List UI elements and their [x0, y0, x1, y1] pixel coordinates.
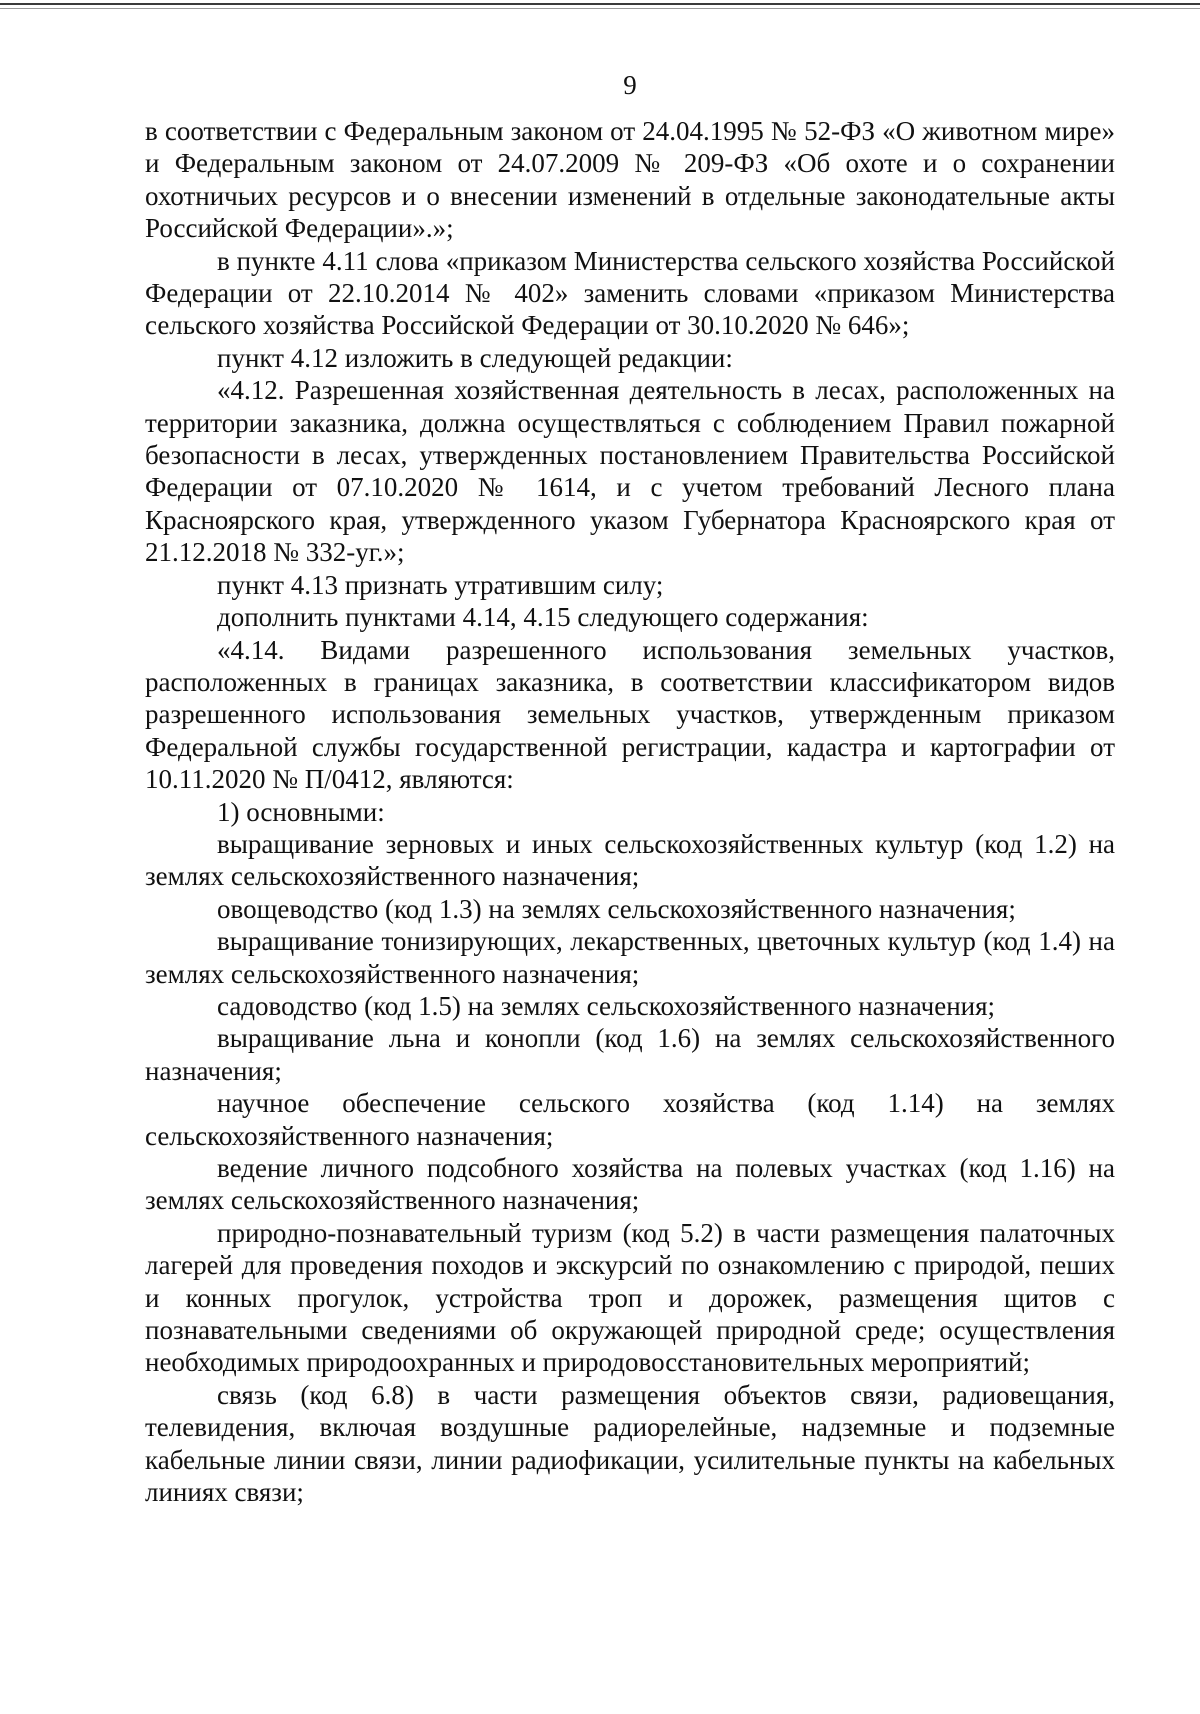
top-border-line [0, 3, 1200, 5]
list-item: овощеводство (код 1.3) на землях сельскохозяйственного назначения; [217, 893, 1016, 924]
paragraph-main-uses-heading: 1) основными: [217, 796, 385, 827]
paragraph-item-4-12-intro: пункт 4.12 изложить в следующей редакции: [217, 342, 733, 373]
list-item: выращивание зерновых и иных сельскохозяйственных культур (код 1.2) на землях сельскохозяйственного назначения; [145, 828, 1115, 892]
list-item: научное обеспечение сельского хозяйства (код 1.14) на землях сельскохозяйственного назначения; [145, 1088, 1115, 1151]
list-item: ведение личного подсобного хозяйства на полевых участках (код 1.16) на землях сельскохозяйственного назначения; [145, 1153, 1115, 1216]
list-item: выращивание льна и конопли (код 1.6) на землях сельскохозяйственного назначения; [145, 1023, 1115, 1086]
list-item: садоводство (код 1.5) на землях сельскохозяйственного назначения; [217, 990, 996, 1021]
list-item: связь (код 6.8) в части размещения объектов связи, радиовещания, телевидения, включая воздушные радиорелейные, надземные и подземные кабельные линии связи, линии радиофикации, усилительные пункты на кабельных линиях связи; [145, 1379, 1115, 1508]
paragraph-item-4-13: пункт 4.13 признать утратившим силу; [217, 569, 664, 600]
document-body [145, 115, 1115, 1508]
list-item: природно-познавательный туризм (код 5.2) в части размещения палаточных лагерей для проведения походов и экскурсий по ознакомлению с природой, пеших и конных прогулок, устройства троп и дорожек, размещения щитов с познавательными сведениями об окружающей природной среде; осуществления необходимых природоохранных и природовосстановительных мероприятий; [145, 1217, 1115, 1378]
top-border-line-thin [0, 8, 1200, 9]
paragraph-add-items: дополнить пунктами 4.14, 4.15 следующего содержания: [217, 602, 869, 633]
page-number: 9 [623, 70, 637, 100]
paragraph-item-4-14: «4.14. Видами разрешенного использования земельных участков, расположенных в границах заказника, в соответствии классификатором видов разрешенного использования земельных участков, утвержденным приказом Федеральной службы государственной регистрации, кадастра и картографии от 10.11.2020 № П/0412, являются: [145, 634, 1115, 795]
paragraph-continuation: в соответствии с Федеральным законом от 24.04.1995 № 52-ФЗ «О животном мире» и Федеральным законом от 24.07.2009 № 209-ФЗ «Об охоте и о сохранении охотничьих ресурсов и о внесении изменений в отдельные законодательные акты Российской Федерации».»; [145, 116, 1115, 244]
paragraph-item-4-11: в пункте 4.11 слова «приказом Министерства сельского хозяйства Российской Федерации от 22.10.2014 № 402» заменить словами «приказом Министерства сельского хозяйства Российской Федерации от 30.10.2020 № 646»; [145, 245, 1115, 341]
paragraph-item-4-12-text: «4.12. Разрешенная хозяйственная деятельность в лесах, расположенных на территории заказника, должна осуществляться с соблюдением Правил пожарной безопасности в лесах, утвержденных постановлением Правительства Российской Федерации от 07.10.2020 № 1614, и с учетом требований Лесного плана Красноярского края, утвержденного указом Губернатора Красноярского края от 21.12.2018 № 332-уг.»; [145, 375, 1115, 568]
list-item: выращивание тонизирующих, лекарственных, цветочных культур (код 1.4) на землях сельскохозяйственного назначения; [145, 926, 1115, 989]
